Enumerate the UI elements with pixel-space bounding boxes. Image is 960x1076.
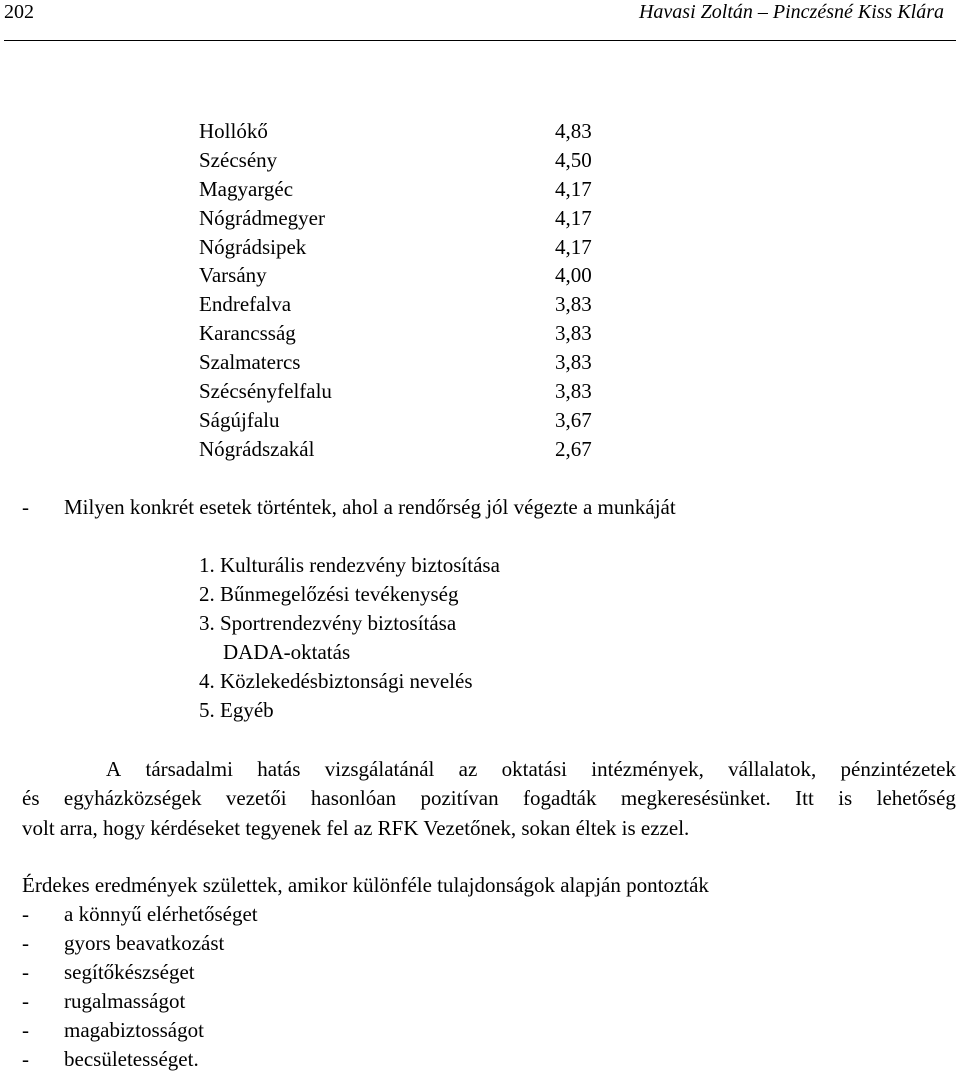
settlement-name: Szalmatercs (199, 350, 301, 375)
settlement-score: 4,17 (555, 205, 592, 230)
question-text: Milyen konkrét esetek történtek, ahol a rendőrség jól végezte a munkáját (64, 495, 676, 519)
trait-text: gyors beavatkozást (64, 931, 225, 955)
trait-text: a könnyű elérhetőséget (64, 902, 258, 926)
ranking-row (199, 319, 619, 348)
ranking-row (199, 290, 619, 319)
settlement-name: Szécsényfelfalu (199, 379, 332, 404)
running-title: Havasi Zoltán – Pinczésné Kiss Klára (638, 1, 944, 23)
traits-section (22, 871, 709, 1074)
ranking-list (199, 117, 619, 464)
settlement-score: 4,83 (555, 119, 592, 143)
header-rule (4, 40, 956, 41)
trait-dash: - (22, 989, 29, 1013)
trait-dash: - (22, 931, 29, 955)
example-item: 4. Közlekedésbiztonsági nevelés (199, 669, 473, 693)
trait-item (22, 958, 709, 987)
ranking-row (199, 175, 619, 204)
question-line (22, 493, 676, 521)
traits-list (22, 900, 709, 1074)
settlement-score: 3,83 (555, 350, 592, 375)
ranking-row (199, 261, 619, 290)
trait-dash: - (22, 902, 29, 926)
examples-list (199, 551, 500, 725)
trait-item (22, 929, 709, 958)
settlement-score: 4,00 (555, 263, 592, 288)
trait-text: becsületességet. (64, 1047, 199, 1071)
body-paragraph (22, 755, 956, 843)
page-header (0, 0, 960, 32)
ranking-row (199, 406, 619, 435)
paragraph-line: és egyházközségek vezetői hasonlóan pozitívan fogadták megkeresésünket. Itt is lehetőség (22, 786, 956, 811)
settlement-name: Ságújfalu (199, 407, 280, 432)
example-subitem: DADA-oktatás (223, 640, 351, 664)
example-item: 2. Bűnmegelőzési tevékenység (199, 582, 459, 606)
settlement-name: Endrefalva (199, 292, 292, 317)
trait-text: magabiztosságot (64, 1018, 204, 1042)
settlement-score: 3,83 (555, 379, 592, 404)
ranking-row (199, 435, 619, 464)
settlement-name: Nógrádmegyer (199, 205, 325, 230)
example-item: 3. Sportrendezvény biztosítása (199, 611, 457, 635)
settlement-name: Nógrádsipek (199, 234, 307, 259)
trait-item (22, 1016, 709, 1045)
ranking-row (199, 146, 619, 175)
trait-text: rugalmasságot (64, 989, 186, 1013)
example-item: 5. Egyéb (199, 698, 274, 722)
settlement-name: Hollókő (199, 119, 268, 143)
settlement-score: 4,17 (555, 176, 592, 201)
traits-intro: Érdekes eredmények születtek, amikor különféle tulajdonságok alapján pontozták (22, 873, 709, 897)
settlement-name: Magyargéc (199, 176, 294, 201)
paragraph-line: A társadalmi hatás vizsgálatánál az oktatási intézmények, vállalatok, pénzintézetek (106, 757, 956, 781)
trait-dash: - (22, 1047, 29, 1071)
settlement-score: 4,50 (555, 147, 592, 172)
settlement-score: 4,17 (555, 234, 592, 259)
page-number: 202 (4, 1, 34, 23)
settlement-name: Varsány (199, 263, 267, 288)
settlement-name: Karancsság (199, 321, 296, 346)
settlement-score: 2,67 (555, 436, 592, 461)
paragraph-line: volt arra, hogy kérdéseket tegyenek fel az RFK Vezetőnek, sokan éltek is ezzel. (22, 815, 690, 840)
ranking-row (199, 233, 619, 262)
settlement-name: Nógrádszakál (199, 436, 315, 461)
trait-item (22, 987, 709, 1016)
trait-item (22, 900, 709, 929)
trait-item (22, 1045, 709, 1074)
settlement-name: Szécsény (199, 147, 278, 172)
trait-text: segítőkészséget (64, 960, 195, 984)
question-dash: - (22, 495, 29, 519)
ranking-row (199, 204, 619, 233)
example-item: 1. Kulturális rendezvény biztosítása (199, 553, 500, 577)
settlement-score: 3,83 (555, 292, 592, 317)
settlement-score: 3,83 (555, 321, 592, 346)
trait-dash: - (22, 960, 29, 984)
ranking-row (199, 348, 619, 377)
settlement-score: 3,67 (555, 407, 592, 432)
trait-dash: - (22, 1018, 29, 1042)
ranking-row (199, 117, 619, 146)
ranking-row (199, 377, 619, 406)
